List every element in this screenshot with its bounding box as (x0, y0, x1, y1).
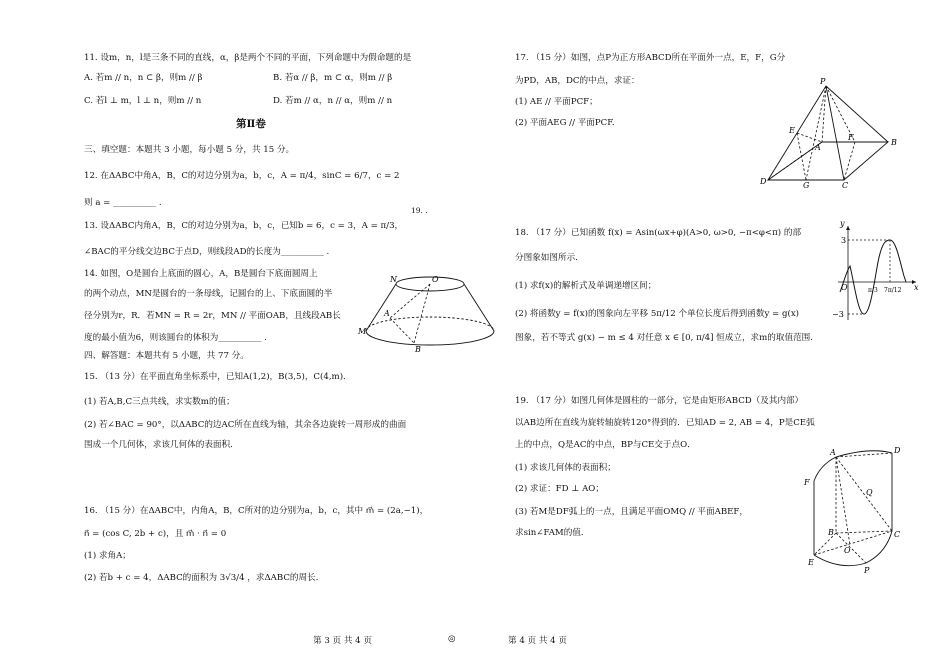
q11-option-c: C. 若l ⊥ m，l ⊥ n，则m // n (84, 96, 202, 106)
q15-part1: (1) 若A,B,C三点共线，求实数m的值； (84, 397, 235, 407)
q16-stem: 16. （15 分）在ΔABC中，内角A，B，C所对的边分别为a，b，c，其中 m⃗ = (2a,−1)， (84, 506, 429, 516)
q17-label-e: E (789, 126, 795, 135)
q11-option-b: B. 若α // β，m ⊂ α，则m // β (273, 73, 393, 83)
q19-part1: (1) 求该几何体的表面积； (515, 463, 616, 473)
q17-label-a: A (815, 143, 821, 152)
q13-stem-cont: ∠BAC的平分线交边BC于点D，则线段AD的长度为__________ . (84, 247, 330, 257)
q19-stem: 19. （17 分）如图几何体是圆柱的一部分，它是由矩形ABCD（及其内部） (515, 396, 804, 406)
q13-stem: 13. 设ΔABC内角A，B，C的对边分别为a，b，c，已知b = 6，c = 3，A = π/3， (84, 221, 404, 231)
q17-part2: (2) 平面AEG // 平面PCF. (515, 118, 615, 128)
q14-stem-line2: 的两个动点，MN是圆台的一条母线，记圆台的上、下底面圆的半 (84, 289, 333, 299)
q19-label-d: D (894, 446, 901, 455)
footer-left-page-number: 第 3 页 共 4 页 (313, 636, 372, 646)
q17-label-d: D (760, 177, 767, 186)
q19-part3-cont: 求sin∠FAM的值． (515, 528, 590, 538)
q18-graph-figure (832, 219, 920, 322)
q17-part1: (1) AE // 平面PCF； (515, 97, 598, 107)
q15-part2: (2) 若∠BAC = 90°，以ΔABC的边AC所在直线为轴，其余各边旋转一周形成的曲面 (84, 420, 407, 430)
q19-label-c: C (894, 530, 901, 539)
q14-label-n: N (390, 275, 397, 284)
q16-part1: (1) 求角A； (84, 551, 131, 561)
q18-stem-cont: 分图象如图所示． (515, 253, 584, 263)
footer-center-mark: ◎ (448, 634, 456, 644)
q19-stem-line2: 以AB边所在直线为旋转轴旋转120°得到的．已知AD = 2, AB = 4，P是CE弧 (515, 418, 815, 428)
q19-stem-line3: 上的中点，Q是AC的中点，BP与CE交于点O． (515, 440, 696, 450)
q19-label-a: A (830, 448, 836, 457)
q18-label-x: x (914, 283, 919, 292)
q18-label-pi3: π/3 (868, 287, 878, 294)
q19-label-q: Q (866, 488, 873, 497)
q18-label-y: y (840, 219, 845, 228)
q14-stem-line4: 度的最小值为6，则该圆台的体积为__________ . (84, 333, 267, 343)
q17-label-b: B (891, 138, 897, 147)
section-fill-blank-heading: 三、填空题：本题共 3 小题，每小题 5 分，共 15 分。 (84, 145, 295, 155)
q19-label-e: E (808, 558, 814, 567)
q18-part2: (2) 将函数y = f(x)的图象向左平移 5π/12 个单位长度后得到函数y = g(x) (515, 309, 800, 319)
q17-label-f: F (848, 133, 854, 142)
q18-label-o: O (841, 283, 848, 292)
q19-label-p: P (864, 566, 870, 575)
q15-stem: 15. （13 分）在平面直角坐标系中，已知A(1,2)，B(3,5)，C(4,m)． (84, 372, 352, 382)
q16-part2: (2) 若b + c = 4，ΔABC的面积为 3√3/4 ，求ΔABC的周长． (84, 573, 325, 583)
q17-stem: 17. （15 分）如图，点P为正方形ABCD所在平面外一点，E，F，G分 (515, 53, 786, 63)
q16-stem-cont: n⃗ = (cos C, 2b + c)，且 m⃗ · n⃗ = 0 (84, 529, 227, 539)
q18-part1: (1) 求f(x)的解析式及单调递增区间； (515, 281, 657, 291)
q14-label-a: A (384, 309, 390, 318)
q14-stem-line3: 径分别为r，R．若MN = R = 2r，MN // 平面OAB，且线段AB长 (84, 311, 341, 321)
q18-stem: 18. （17 分）已知函数 f(x) = Asin(ωx+φ)(A>0, ω>0, −π<φ<π) 的部 (515, 228, 802, 238)
q17-label-c: C (842, 181, 849, 190)
q14-label-o: O (432, 275, 439, 284)
q19-label-b: B (828, 528, 834, 537)
q14-frustum-figure (360, 268, 500, 358)
q17-label-p: P (820, 77, 826, 86)
q14-stem: 14. 如图，O是圆台上底面的圆心，A，B是圆台下底面圆周上 (84, 269, 318, 279)
footer-right-page-number: 第 4 页 共 4 页 (508, 636, 567, 646)
q17-stem-cont: 为PD，AB，DC的中点，求证： (515, 76, 640, 86)
q19-label-o: O (844, 546, 851, 555)
q18-part2-cont: 图象，若不等式 g(x) − m ≤ 4 对任意 x ∈ [0, π/4] 恒成立，求m的取值范围． (515, 333, 819, 343)
q18-label-minus3: −3 (832, 310, 844, 319)
q17-pyramid-figure (760, 78, 900, 188)
q12-stem: 12. 在ΔABC中角A，B，C的对边分别为a，b，c，A = π/4，sinC = 6/7，c = 2 (84, 171, 400, 181)
q15-part2-cont: 围成一个几何体，求该几何体的表面积． (84, 440, 239, 450)
q11-stem: 11. 设m，n，l是三条不同的直线，α，β是两个不同的平面，下列命题中为假命题的是 (84, 53, 412, 63)
section-solve-heading: 四、解答题：本题共有 5 小题，共 77 分。 (84, 351, 249, 361)
q19-part3: (3) 若M是DF弧上的一点，且满足平面OMQ // 平面ABEF， (515, 507, 748, 517)
q19-part2: (2) 求证：FD ⊥ AO； (515, 484, 604, 494)
q19-label-f: F (804, 478, 810, 487)
section-title-part2: 第Ⅱ卷 (236, 118, 266, 130)
q11-option-a: A. 若m // n，n ⊂ β，则m // β (84, 73, 203, 83)
q14-label-m: M (358, 327, 367, 336)
q14-label-b: B (415, 345, 421, 354)
q17-label-g: G (803, 181, 810, 190)
q19-cylinder-figure (800, 445, 910, 575)
q18-label-7pi12: 7π/12 (884, 287, 902, 294)
stray-mark: 19. . (411, 206, 428, 215)
q11-option-d: D. 若m // α，n // α，则m // n (273, 96, 393, 106)
q18-label-3: 3 (841, 236, 847, 245)
q12-answer-line: 则 a = __________ . (84, 198, 162, 208)
